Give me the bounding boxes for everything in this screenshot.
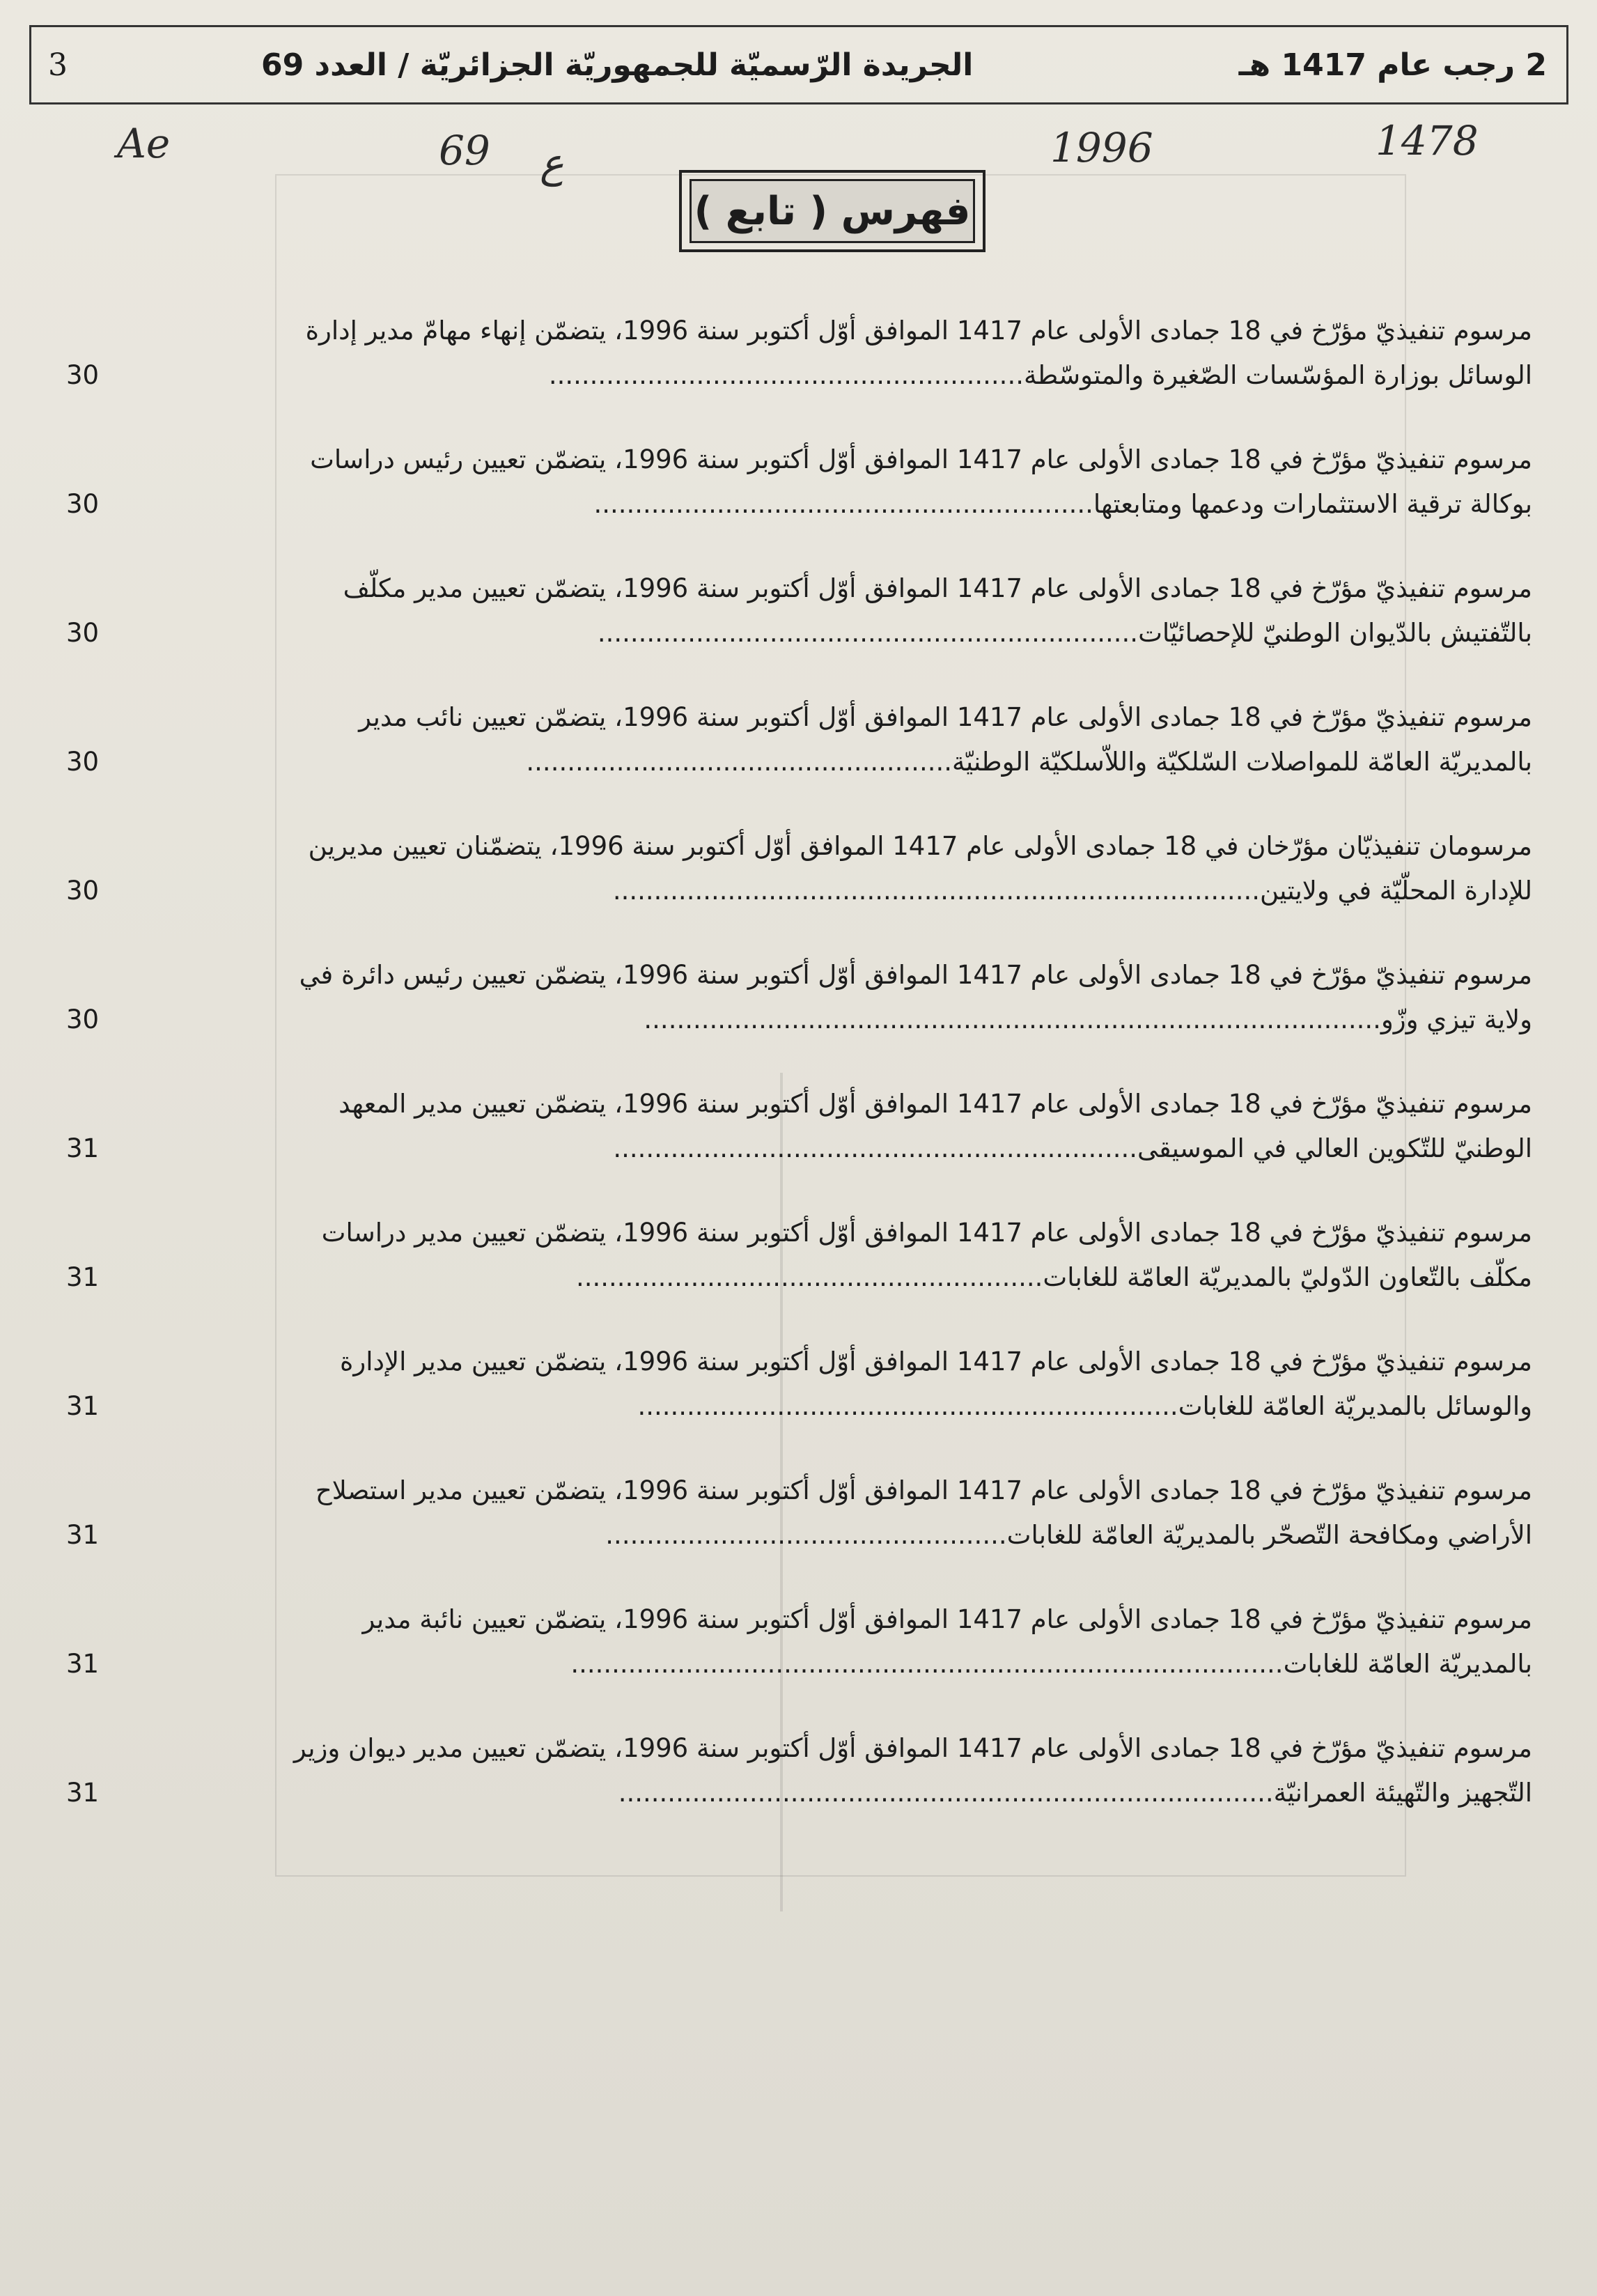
entry-page-number: 30 — [66, 360, 100, 390]
handwritten-note-ae: Ae — [117, 120, 171, 167]
entry-page-number: 31 — [66, 1262, 100, 1292]
entry-line-1: مرسوم تنفيذيّ مؤرّخ في 18 جمادى الأولى عام 1417 الموافق أوّل أكتوبر سنة 1996، يتضمّن تعيين مدير الإدارة — [339, 1347, 1532, 1376]
entry-line-2: والوسائل بالمديريّة العامّة للغابات.................................................................. — [637, 1391, 1532, 1421]
entry-line-1: مرسومان تنفيذيّان مؤرّخان في 18 جمادى الأولى عام 1417 الموافق أوّل أكتوبر سنة 1996، يتضمّنان تعيين مديرين — [308, 831, 1532, 861]
entry-line-2: بالمديريّة العامّة للغابات....................................................................................... — [570, 1649, 1532, 1679]
header-title: الجريدة الرّسميّة للجمهوريّة الجزائريّة / العدد 69 — [261, 47, 974, 83]
entry-page-number: 30 — [66, 876, 100, 906]
header-page-number: 3 — [48, 47, 68, 83]
handwritten-note-issue: 69 — [439, 127, 490, 174]
entry-page-number: 31 — [66, 1649, 100, 1679]
entry-line-2: التّجهيز والتّهيئة العمرانيّة................................................................................ — [618, 1778, 1532, 1808]
entry-line-1: مرسوم تنفيذيّ مؤرّخ في 18 جمادى الأولى عام 1417 الموافق أوّل أكتوبر سنة 1996، يتضمّن تعيين نائب مدير — [359, 702, 1532, 732]
entry-page-number: 30 — [66, 1004, 100, 1034]
entry-line-2: مكلّف بالتّعاون الدّوليّ بالمديريّة العامّة للغابات......................................................... — [575, 1262, 1532, 1292]
handwritten-note-ain: ع — [540, 139, 564, 187]
entry-page-number: 31 — [66, 1520, 100, 1550]
entry-line-1: مرسوم تنفيذيّ مؤرّخ في 18 جمادى الأولى عام 1417 الموافق أوّل أكتوبر سنة 1996، يتضمّن تعيين مدير ديوان وزير — [293, 1733, 1532, 1763]
entry-line-1: مرسوم تنفيذيّ مؤرّخ في 18 جمادى الأولى عام 1417 الموافق أوّل أكتوبر سنة 1996، يتضمّن تعيين رئيس دائرة في — [299, 960, 1532, 990]
entry-page-number: 31 — [66, 1391, 100, 1421]
entry-page-number: 30 — [66, 747, 100, 777]
entry-line-1: مرسوم تنفيذيّ مؤرّخ في 18 جمادى الأولى عام 1417 الموافق أوّل أكتوبر سنة 1996، يتضمّن تعيين مدير دراسات — [321, 1218, 1532, 1248]
entry-page-number: 31 — [66, 1778, 100, 1808]
entry-line-2: بوكالة ترقية الاستثمارات ودعمها ومتابعتها............................................................. — [593, 489, 1532, 519]
entry-line-1: مرسوم تنفيذيّ مؤرّخ في 18 جمادى الأولى عام 1417 الموافق أوّل أكتوبر سنة 1996، يتضمّن تعيين مدير استصلاح — [315, 1475, 1532, 1505]
entry-line-2: الوطنيّ للتّكوين العالي في الموسيقى................................................................ — [613, 1133, 1532, 1163]
entry-line-1: مرسوم تنفيذيّ مؤرّخ في 18 جمادى الأولى عام 1417 الموافق أوّل أكتوبر سنة 1996، يتضمّن تعيين نائبة مدير — [362, 1604, 1532, 1634]
entry-line-2: الأراضي ومكافحة التّصحّر بالمديريّة العامّة للغابات................................................. — [605, 1520, 1532, 1550]
entry-line-1: مرسوم تنفيذيّ مؤرّخ في 18 جمادى الأولى عام 1417 الموافق أوّل أكتوبر سنة 1996، يتضمّن تعيين مدير مكلّف — [343, 573, 1532, 603]
section-title: فهرس ( تابع ) — [690, 179, 975, 243]
entry-line-2: ولاية تيزي وزّو.......................................................................................... — [644, 1004, 1532, 1034]
header-date: 2 رجب عام 1417 هـ — [1238, 47, 1547, 83]
entry-line-2: الوسائل بوزارة المؤسّسات الصّغيرة والمتوسّطة.......................................................... — [548, 360, 1532, 390]
handwritten-note-ref: 1478 — [1376, 117, 1479, 164]
entry-page-number: 30 — [66, 489, 100, 519]
entry-line-2: بالتّفتيش بالدّيوان الوطنيّ للإحصائيّات.................................................................. — [597, 618, 1532, 648]
handwritten-note-year: 1996 — [1050, 124, 1153, 171]
entry-line-1: مرسوم تنفيذيّ مؤرّخ في 18 جمادى الأولى عام 1417 الموافق أوّل أكتوبر سنة 1996، يتضمّن تعيين رئيس دراسات — [310, 444, 1532, 474]
entry-line-2: للإدارة المحلّيّة في ولايتين............................................................................... — [612, 876, 1532, 906]
entry-page-number: 30 — [66, 618, 100, 648]
entry-line-1: مرسوم تنفيذيّ مؤرّخ في 18 جمادى الأولى عام 1417 الموافق أوّل أكتوبر سنة 1996، يتضمّن إنهاء مهامّ مدير إدارة — [305, 316, 1532, 346]
entry-line-1: مرسوم تنفيذيّ مؤرّخ في 18 جمادى الأولى عام 1417 الموافق أوّل أكتوبر سنة 1996، يتضمّن تعيين مدير المعهد — [338, 1089, 1532, 1119]
entry-line-2: بالمديريّة العامّة للمواصلات السّلكيّة واللاّسلكيّة الوطنيّة.................................................... — [526, 747, 1532, 777]
entry-page-number: 31 — [66, 1133, 100, 1163]
